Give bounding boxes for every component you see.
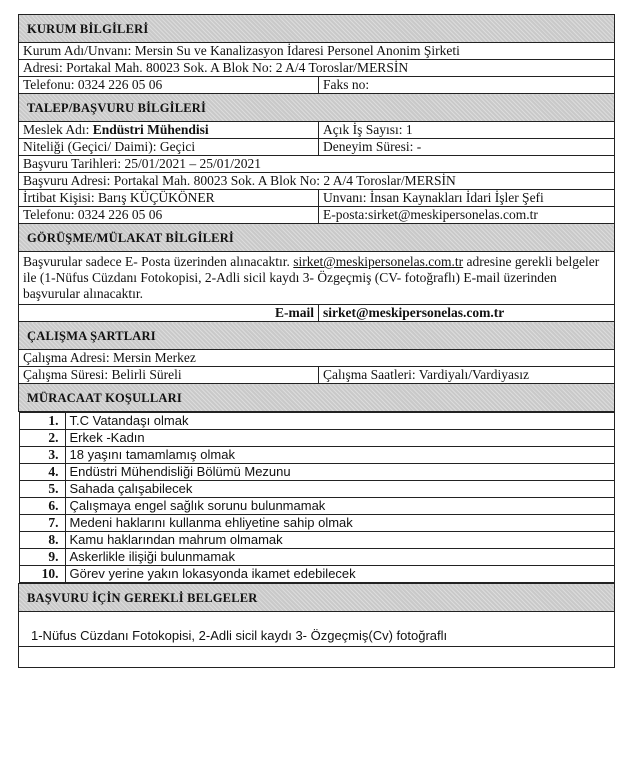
email-label: E-mail xyxy=(19,305,319,322)
condition-row xyxy=(19,464,614,481)
tarih-row: Başvuru Tarihleri: 25/01/2021 – 25/01/2021 xyxy=(19,156,615,173)
muracaat-header: MÜRACAAT KOŞULLARI xyxy=(19,384,615,412)
condition-text: Erkek -Kadın xyxy=(65,430,614,447)
condition-text: Endüstri Mühendisliği Bölümü Mezunu xyxy=(65,464,614,481)
kurum-name: Mersin Su ve Kanalizasyon İdaresi Personel Anonim Şirketi xyxy=(134,43,460,58)
condition-row xyxy=(19,413,614,430)
calisma-header: ÇALIŞMA ŞARTLARI xyxy=(19,322,615,350)
nitelik-cell: Niteliği (Geçici/ Daimi): Geçici xyxy=(19,139,319,156)
muracaat-list-cell xyxy=(19,412,615,584)
condition-row xyxy=(19,430,614,447)
kurum-fax-cell: Faks no: xyxy=(319,77,615,94)
kurum-address: Portakal Mah. 80023 Sok. A Blok No: 2 A/4 Toroslar/MERSİN xyxy=(66,60,409,75)
acik-is-value: 1 xyxy=(405,122,413,137)
deneyim-cell: Deneyim Süresi: - xyxy=(319,139,615,156)
talep-phone-cell: Telefonu: 0324 226 05 06 xyxy=(19,207,319,224)
condition-number: 6. xyxy=(19,498,65,515)
kurum-address-row: Adresi: Portakal Mah. 80023 Sok. A Blok No: 2 A/4 Toroslar/MERSİN xyxy=(19,60,615,77)
condition-row xyxy=(19,566,614,583)
condition-row xyxy=(19,515,614,532)
condition-text: Görev yerine yakın lokasyonda ikamet edebilecek xyxy=(65,566,614,583)
kurum-phone: 0324 226 05 06 xyxy=(77,77,163,92)
meslek-value: Endüstri Mühendisi xyxy=(92,122,209,137)
gorusme-header: GÖRÜŞME/MÜLAKAT BİLGİLERİ xyxy=(19,224,615,252)
belgeler-header: BAŞVURU İÇİN GEREKLİ BELGELER xyxy=(19,584,615,612)
condition-text: 18 yaşını tamamlamış olmak xyxy=(65,447,614,464)
meslek-cell: Meslek Adı: Endüstri Mühendisi xyxy=(19,122,319,139)
condition-number: 10. xyxy=(19,566,65,583)
job-posting-document xyxy=(18,14,614,668)
condition-text: Medeni haklarını kullanma ehliyetine sahip olmak xyxy=(65,515,614,532)
eposta-value[interactable]: sirket@meskipersonelas.com.tr xyxy=(368,207,538,222)
condition-text: Kamu haklarından mahrum olmamak xyxy=(65,532,614,549)
gorusme-text: Başvurular sadece E- Posta üzerinden alınacaktır. sirket@meskipersonelas.com.tr adresine gerekli belgeler ile (1-Nüfus Cüzdanı Fotokopisi, 2-Adli sicil kaydı 3- Özgeçmiş (CV- fotoğraflı) E-mail üzerinden başvurular alınacaktır. xyxy=(19,252,615,305)
calisma-sure-cell: Çalışma Süresi: Belirli Süreli xyxy=(19,367,319,384)
condition-number: 2. xyxy=(19,430,65,447)
basvuru-adres-value: Portakal Mah. 80023 Sok. A Blok No: 2 A/4 Toroslar/MERSİN xyxy=(113,173,456,188)
condition-number: 9. xyxy=(19,549,65,566)
condition-text: Çalışmaya engel sağlık sorunu bulunmamak xyxy=(65,498,614,515)
condition-row xyxy=(19,549,614,566)
acik-is-cell: Açık İş Sayısı: 1 xyxy=(319,122,615,139)
unvan-cell: Unvanı: İnsan Kaynakları İdari İşler Şefi xyxy=(319,190,615,207)
tarih-value: 25/01/2021 – 25/01/2021 xyxy=(124,156,262,171)
muracaat-list xyxy=(19,412,615,583)
condition-text: T.C Vatandaşı olmak xyxy=(65,413,614,430)
belgeler-text: 1-Nüfus Cüzdanı Fotokopisi, 2-Adli sicil kaydı 3- Özgeçmiş(Cv) fotoğraflı xyxy=(19,628,615,647)
condition-row xyxy=(19,498,614,515)
belgeler-spacer xyxy=(19,612,615,629)
kurum-name-row: Kurum Adı/Unvanı: Mersin Su ve Kanalizasyon İdaresi Personel Anonim Şirketi xyxy=(19,43,615,60)
belgeler-bottom-spacer xyxy=(19,647,615,668)
condition-number: 4. xyxy=(19,464,65,481)
condition-row xyxy=(19,532,614,549)
calisma-saat-cell: Çalışma Saatleri: Vardiyalı/Vardiyasız xyxy=(319,367,615,384)
irtibat-value: Barış KÜÇÜKÖNER xyxy=(98,190,215,205)
eposta-cell: E-posta:sirket@meskipersonelas.com.tr xyxy=(319,207,615,224)
condition-number: 7. xyxy=(19,515,65,532)
deneyim-value: - xyxy=(416,139,422,154)
job-posting-table xyxy=(18,14,615,668)
talep-phone: 0324 226 05 06 xyxy=(77,207,163,222)
calisma-saat-value: Vardiyalı/Vardiyasız xyxy=(418,367,529,382)
irtibat-cell: İrtibat Kişisi: Barış KÜÇÜKÖNER xyxy=(19,190,319,207)
talep-header: TALEP/BAŞVURU BİLGİLERİ xyxy=(19,94,615,122)
condition-text: Askerlikle ilişiği bulunmamak xyxy=(65,549,614,566)
kurum-phone-cell: Telefonu: 0324 226 05 06 xyxy=(19,77,319,94)
email-value[interactable]: sirket@meskipersonelas.com.tr xyxy=(319,305,615,322)
condition-number: 5. xyxy=(19,481,65,498)
kurum-header: KURUM BİLGİLERİ xyxy=(19,15,615,43)
condition-text: Sahada çalışabilecek xyxy=(65,481,614,498)
condition-row xyxy=(19,481,614,498)
calisma-adres-row: Çalışma Adresi: Mersin Merkez xyxy=(19,350,615,367)
calisma-sure-value: Belirli Süreli xyxy=(111,367,182,382)
basvuru-adres-row: Başvuru Adresi: Portakal Mah. 80023 Sok. A Blok No: 2 A/4 Toroslar/MERSİN xyxy=(19,173,615,190)
condition-number: 3. xyxy=(19,447,65,464)
condition-number: 1. xyxy=(19,413,65,430)
nitelik-value: Geçici xyxy=(159,139,196,154)
calisma-adres-value: Mersin Merkez xyxy=(113,350,196,365)
unvan-value: İnsan Kaynakları İdari İşler Şefi xyxy=(369,190,544,205)
gorusme-email-link[interactable]: sirket@meskipersonelas.com.tr xyxy=(293,254,464,269)
condition-row xyxy=(19,447,614,464)
condition-number: 8. xyxy=(19,532,65,549)
